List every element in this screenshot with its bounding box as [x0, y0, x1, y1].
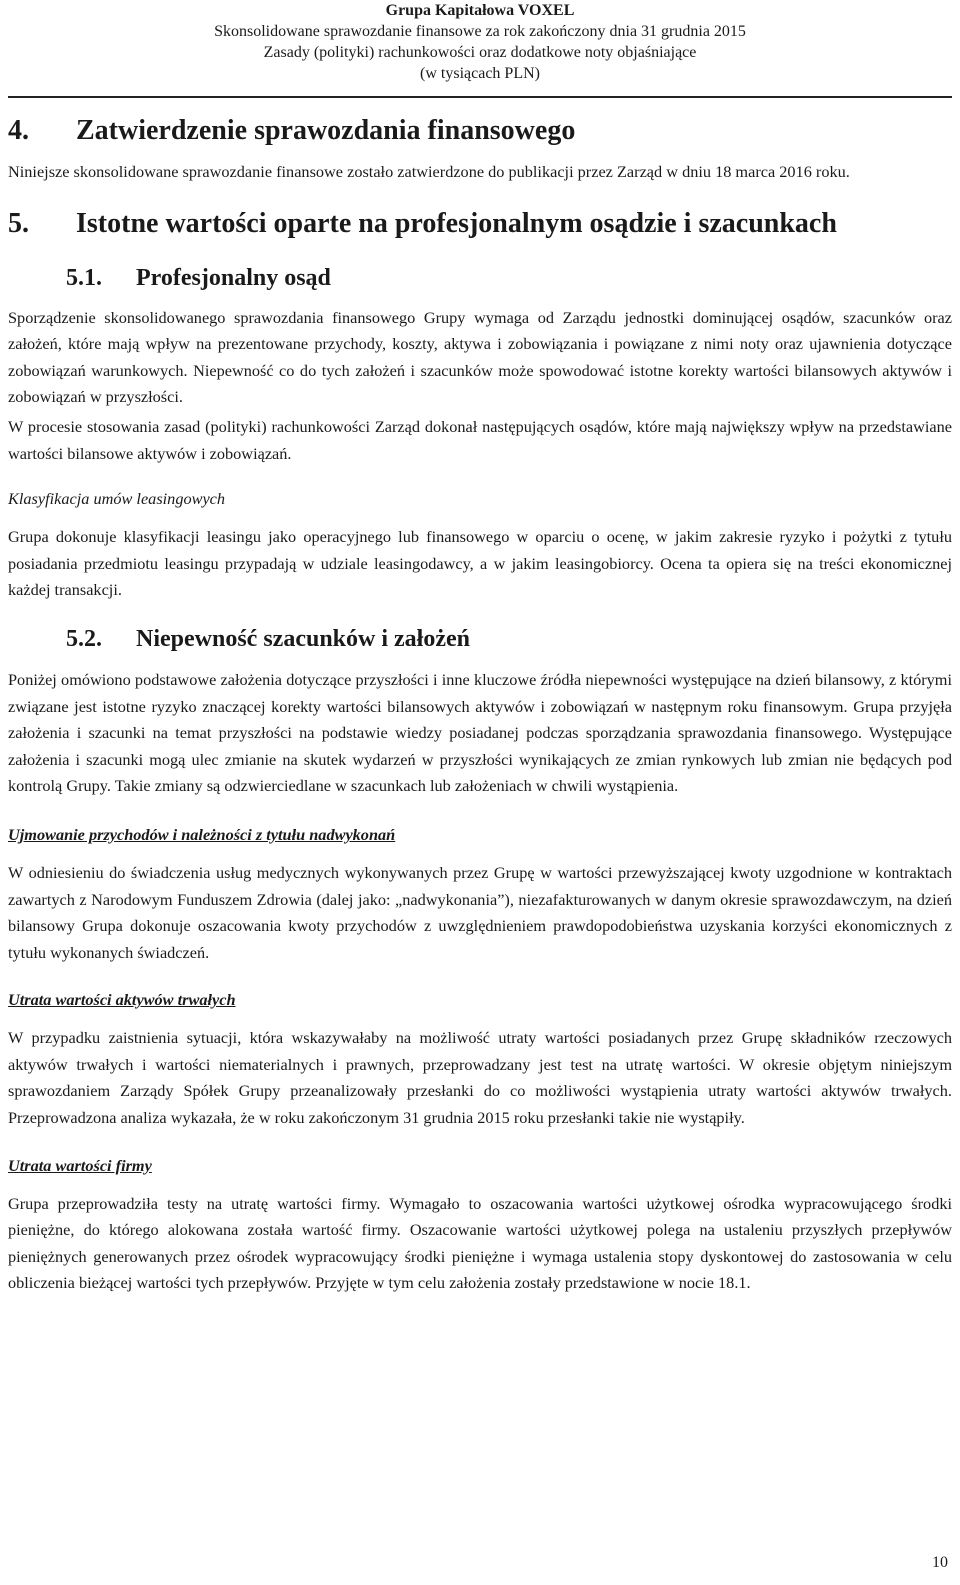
document-body: [8, 114, 952, 1297]
page-number: 10: [932, 1554, 948, 1571]
section-5-heading: [8, 207, 952, 241]
section-5-2-heading: [8, 624, 952, 654]
section-5-2-intro: Poniżej omówiono podstawowe założenia dotyczące przyszłości i inne kluczowe źródła niepewności występujące na dzień bilansowy, z którymi związane jest istotne ryzyko znaczącej korekty wartości bilansowych aktywów i zobowiązań w następnym roku finansowym. Grupa przyjęła założenia i szacunki na temat przyszłości na podstawie wiedzy posiadanej podczas sporządzania sprawozdania finansowego. Występujące założenia i szacunki mogą ulec zmianie na skutek wydarzeń w przyszłości wynikających ze zmian rynkowych lub zmian nie będących pod kontrolą Grupy. Takie zmiany są odzwierciedlane w szacunkach lub założeniach w chwili wystąpienia.: [8, 669, 952, 796]
leasing-heading: Klasyfikacja umów leasingowych: [8, 489, 226, 509]
page-header: [0, 0, 960, 84]
section-5-1-title: Profesjonalny osąd: [136, 264, 331, 291]
goodwill-heading: Utrata wartości firmy: [8, 1155, 152, 1175]
section-4-text: Niniejsze skonsolidowane sprawozdanie finansowe zostało zatwierdzone do publikacji przez Zarząd w dniu 18 marca 2016 roku.: [8, 162, 850, 181]
section-5-1-paragraph-2: W procesie stosowania zasad (polityki) rachunkowości Zarząd dokonał następujących osądów, które mają największy wpływ na przedstawiane wartości bilansowe aktywów i zobowiązań.: [8, 416, 952, 463]
section-5-1-paragraph-1: Sporządzenie skonsolidowanego sprawozdania finansowego Grupy wymaga od Zarządu jednostki dominującej osądów, szacunków oraz założeń, które mają wpływ na prezentowane przychody, koszty, aktywa i zobowiązania i powiązane z nimi noty oraz ujawnienia dotyczące zobowiązań warunkowych. Niepewność co do tych założeń i szacunków może spowodować istotne korekty wartości bilansowych aktywów i zobowiązań w przyszłości.: [8, 307, 952, 407]
section-4-heading: [8, 114, 952, 148]
impairment-heading: Utrata wartości aktywów trwałych: [8, 990, 236, 1010]
section-4-title: Zatwierdzenie sprawozdania finansowego: [76, 115, 576, 146]
section-5-number: 5.: [8, 207, 29, 239]
section-5-1-number: 5.1.: [66, 264, 102, 291]
header-report-title: Skonsolidowane sprawozdanie finansowe za rok zakończony dnia 31 grudnia 2015: [214, 23, 746, 40]
header-section-title: Zasady (polityki) rachunkowości oraz dodatkowe noty objaśniające: [263, 44, 697, 61]
section-5-2-number: 5.2.: [66, 625, 102, 652]
revenue-text: W odniesieniu do świadczenia usług medycznych wykonywanych przez Grupę w wartości przewyższającej kwoty uzgodnione w kontraktach zawartych z Narodowym Funduszem Zdrowia (dalej jako: „nadwykonania”), niezafakturowanych w danym okresie sprawozdawczym, na dzień bilansowy Grupa dokonuje oszacowania kwoty przychodów z uwzględnieniem prawdopodobieństwa uzyskania korzyści ekonomicznych z tytułu wykonanych świadczeń.: [8, 862, 952, 962]
leasing-text: Grupa dokonuje klasyfikacji leasingu jako operacyjnego lub finansowego w oparciu o ocenę, w jakim zakresie ryzyko i pożytki z tytułu posiadania przedmiotu leasingu przypadają w udziale leasingodawcy, a w jakim leasingobiorcy. Ocena ta opiera się na treści ekonomicznej każdej transakcji.: [8, 527, 952, 600]
revenue-heading: Ujmowanie przychodów i należności z tytułu nadwykonań: [8, 824, 396, 844]
section-5-title: Istotne wartości oparte na profesjonalnym osądzie i szacunkach: [76, 207, 837, 239]
section-5-2-title: Niepewność szacunków i założeń: [136, 625, 470, 652]
section-5-1-heading: [8, 263, 952, 293]
header-divider: [8, 96, 952, 98]
section-4-number: 4.: [8, 115, 29, 146]
header-currency-note: (w tysiącach PLN): [420, 65, 540, 82]
impairment-text: W przypadku zaistnienia sytuacji, która wskazywałaby na możliwość utraty wartości posiadanych przez Grupę składników rzeczowych aktywów trwałych i wartości niematerialnych i prawnych, przeprowadzany jest test na utratę wartości. W okresie objętym niniejszym sprawozdaniem Zarządy Spółek Grupy przeanalizowały przesłanki do co możliwości wystąpienia utraty wartości aktywów trwałych. Przeprowadzona analiza wykazała, że w roku zakończonym 31 grudnia 2015 roku przesłanki takie nie wystąpiły.: [8, 1028, 952, 1128]
goodwill-text: Grupa przeprowadziła testy na utratę wartości firmy. Wymagało to oszacowania wartości użytkowej ośrodka wypracowującego środki pieniężne, do którego alokowana została wartość firmy. Oszacowanie wartości użytkowej polega na ustaleniu przyszłych przepływów pieniężnych generowanych przez ośrodek wypracowujący środki pieniężne i wymaga ustalenia stopy dyskontowej do zastosowania w celu obliczenia bieżącej wartości tych przepływów. Przyjęte w tym celu założenia zostały przedstawione w nocie 18.1.: [8, 1193, 952, 1293]
header-company: Grupa Kapitałowa VOXEL: [385, 2, 575, 19]
